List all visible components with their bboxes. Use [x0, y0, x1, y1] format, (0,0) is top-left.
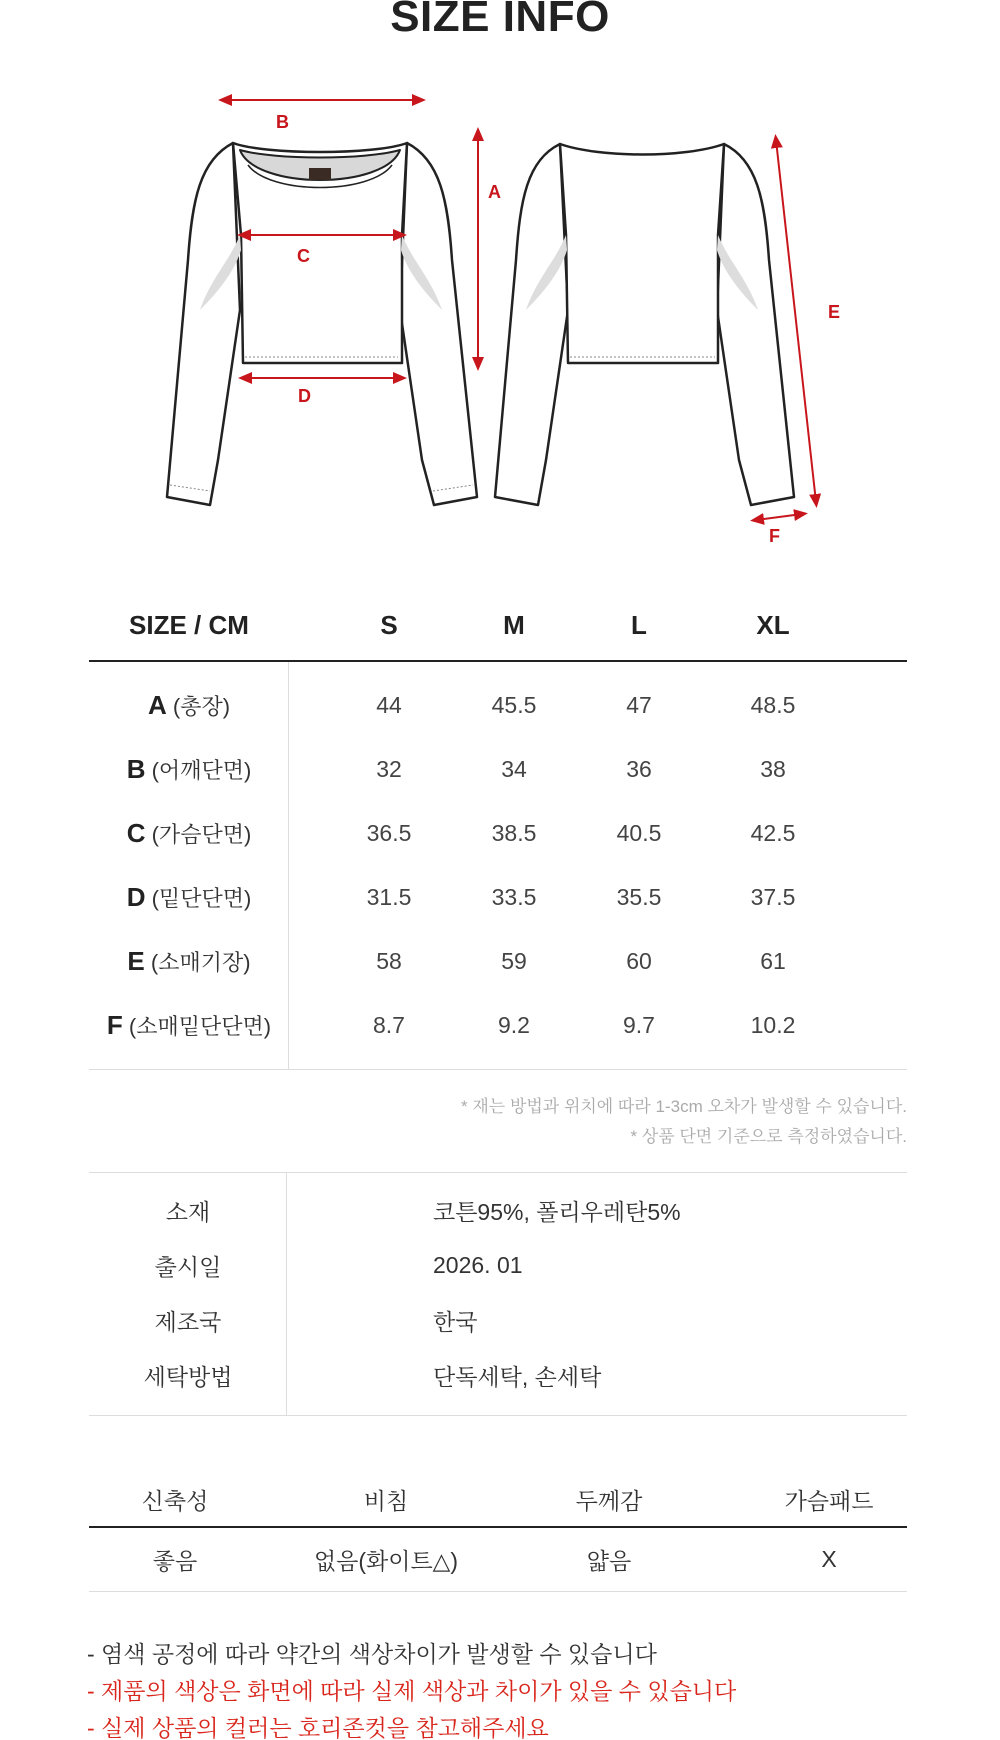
size-col-m: M	[503, 609, 525, 640]
cell-value: 40.5	[616, 819, 662, 846]
value-sheerness: 없음(화이트△)	[313, 1548, 459, 1574]
cell-value: 58	[376, 947, 402, 974]
page-title: SIZE INFO	[390, 0, 610, 41]
cell-value: 31.5	[366, 883, 412, 910]
cell-value: 61	[760, 947, 786, 974]
cell-value: 37.5	[750, 883, 796, 910]
label-b: B	[276, 112, 289, 132]
info-label: 출시일	[154, 1254, 222, 1280]
back-garment	[495, 144, 794, 505]
neck-tag	[309, 168, 331, 180]
front-garment	[167, 143, 477, 505]
table-row	[89, 673, 907, 737]
cell-value: 48.5	[750, 691, 796, 718]
row-label: E (소매기장)	[127, 945, 251, 976]
table-row	[89, 801, 907, 865]
row-label: F (소매밑단단면)	[106, 1009, 272, 1040]
header-sheerness: 비침	[363, 1487, 409, 1514]
info-row-material	[89, 1183, 907, 1238]
cell-value: 32	[376, 755, 402, 782]
cell-value: 9.7	[623, 1011, 655, 1038]
info-label: 소재	[165, 1199, 211, 1225]
cell-value: 8.7	[373, 1011, 405, 1038]
table-row	[89, 737, 907, 801]
cell-value: 9.2	[498, 1011, 530, 1038]
note-line: * 상품 단면 기준으로 측정하였습니다.	[630, 1127, 907, 1146]
label-a: A	[488, 182, 501, 202]
row-label: B (어깨단면)	[126, 753, 252, 784]
cell-value: 60	[626, 947, 652, 974]
cell-value: 34	[501, 755, 527, 782]
value-chest-pad: X	[821, 1546, 837, 1572]
row-label: C (가슴단면)	[126, 817, 252, 848]
header-thickness: 두께감	[575, 1487, 643, 1514]
cell-value: 45.5	[491, 691, 537, 718]
size-table	[89, 590, 907, 1070]
cell-value: 47	[626, 691, 652, 718]
table-row	[89, 865, 907, 929]
disclaimer-line: - 염색 공정에 따라 약간의 색상차이가 발생할 수 있습니다	[87, 1641, 657, 1667]
disclaimer-line: - 제품의 색상은 화면에 따라 실제 색상과 차이가 있을 수 있습니다	[87, 1678, 737, 1704]
info-row-washing	[89, 1348, 907, 1403]
row-label: D (밑단단면)	[126, 881, 252, 912]
garment-diagram	[140, 80, 900, 560]
table-row	[89, 993, 907, 1057]
info-row-origin	[89, 1293, 907, 1348]
size-col-xl: XL	[756, 609, 790, 640]
cell-value: 10.2	[750, 1011, 796, 1038]
header-chest-pad: 가슴패드	[784, 1487, 874, 1514]
cell-value: 38.5	[491, 819, 537, 846]
info-value: 코튼95%, 폴리우레탄5%	[433, 1199, 681, 1225]
disclaimers	[87, 1636, 736, 1740]
measurement-notes	[461, 1092, 907, 1152]
cell-value: 35.5	[616, 883, 662, 910]
size-table-body	[89, 662, 907, 1070]
cell-value: 38	[760, 755, 786, 782]
size-col-s: S	[380, 609, 398, 640]
fabric-table-header	[89, 1472, 907, 1528]
value-thickness: 얇음	[586, 1548, 632, 1574]
fabric-table-row	[89, 1528, 907, 1592]
info-value: 단독세탁, 손세탁	[433, 1364, 602, 1390]
size-col-l: L	[631, 609, 647, 640]
cell-value: 36	[626, 755, 652, 782]
info-row-release-date	[89, 1238, 907, 1293]
value-stretch: 좋음	[152, 1548, 198, 1574]
info-value: 2026. 01	[433, 1252, 523, 1278]
measure-f-arrow	[756, 514, 802, 520]
info-label: 제조국	[154, 1309, 222, 1335]
fabric-table	[89, 1472, 907, 1592]
cell-value: 42.5	[750, 819, 796, 846]
note-line: * 재는 방법과 위치에 따라 1-3cm 오차가 발생할 수 있습니다.	[461, 1097, 907, 1116]
table-row	[89, 929, 907, 993]
row-label: A (총장)	[147, 689, 231, 720]
disclaimer-line: - 실제 상품의 컬러는 호리존컷을 참고해주세요	[87, 1715, 549, 1740]
label-f: F	[769, 526, 780, 546]
cell-value: 44	[376, 691, 402, 718]
product-info-table	[89, 1172, 907, 1416]
cell-value: 59	[501, 947, 527, 974]
label-d: D	[298, 386, 311, 406]
cell-value: 36.5	[366, 819, 412, 846]
label-c: C	[297, 246, 310, 266]
cell-value: 33.5	[491, 883, 537, 910]
header-stretch: 신축성	[141, 1487, 209, 1514]
size-table-header	[89, 590, 907, 662]
label-e: E	[828, 302, 841, 322]
info-label: 세탁방법	[143, 1364, 233, 1390]
size-header-label: SIZE / CM	[129, 609, 249, 640]
info-value: 한국	[433, 1309, 478, 1335]
